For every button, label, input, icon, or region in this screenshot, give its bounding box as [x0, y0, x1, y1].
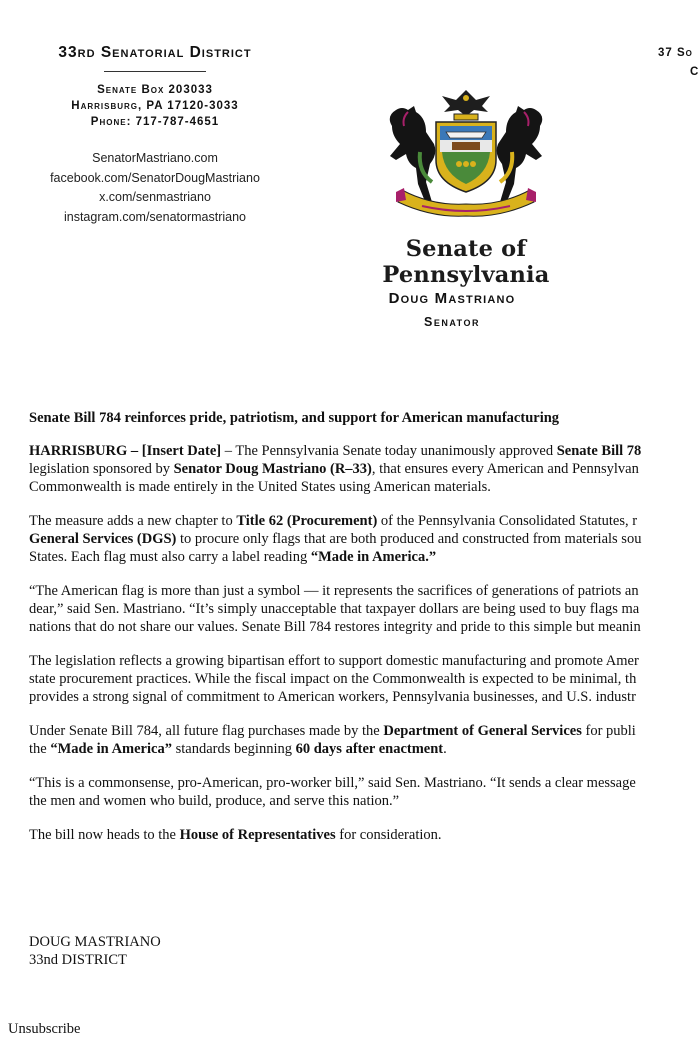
paragraph-announcement: HARRISBURG – [Insert Date] – The Pennsylvania Senate today unanimously approved Senate Bill 78 legislation sponsored by Senator Doug Mastriano (R–33), that ensures every American and Pennsylvan Commonwealth is made entirely in the United States using American materials.: [29, 443, 642, 495]
paragraph-measure: The measure adds a new chapter to Title 62 (Procurement) of the Pennsylvania Consolidated Statutes, r General Services (DGS) to procure only flags that are both produced and constructed from materials sou States. Each flag must also carry a label reading “Made in America.”: [29, 513, 642, 565]
website-link[interactable]: SenatorMastriano.com: [92, 151, 218, 165]
signature-name: DOUG MASTRIANO: [29, 934, 161, 950]
facebook-link[interactable]: facebook.com/SenatorDougMastriano: [50, 170, 260, 185]
unsubscribe-link[interactable]: Unsubscribe: [8, 1021, 81, 1037]
district-office-line: 37 So: [658, 47, 693, 59]
instagram-link[interactable]: instagram.com/senatormastriano: [63, 209, 247, 224]
social-links: [0, 149, 310, 227]
letterhead-contact: [0, 44, 310, 227]
district-office-line: C: [690, 66, 700, 78]
divider: [104, 71, 206, 72]
senate-box: Senate Box 203033: [97, 84, 213, 96]
senate-name: Senate of Pennsylvania: [382, 236, 550, 288]
district-title: 33rd Senatorial District: [58, 44, 252, 61]
press-release-body: [29, 409, 700, 860]
phone-number: Phone: 717-787-4651: [90, 116, 220, 128]
paragraph-purchases: Under Senate Bill 784, all future flag purchases made by the Department of General Services for publi the “Made in America” standards beginning 60 days after enactment.: [29, 723, 636, 757]
letterhead-district-office: [658, 44, 700, 82]
paragraph-commonsense-quote: “This is a commonsense, pro-American, pro-worker bill,” said Sen. Mastriano. “It sends a clear message the men and women who build, produce, and serve this nation.”: [29, 775, 636, 809]
signature-block: [29, 933, 161, 969]
headline: Senate Bill 784 reinforces pride, patriotism, and support for American manufacturing: [29, 410, 560, 426]
paragraph-next-steps: The bill now heads to the House of Representatives for consideration.: [29, 827, 442, 843]
signature-district: 33nd DISTRICT: [29, 952, 127, 968]
paragraph-quote: “The American flag is more than just a symbol — it represents the sacrifices of generations of patriots an dear,” said Sen. Mastriano. “It’s simply unacceptable that taxpayer dollars are being used to buy flags ma nations that do not share our values. Senate Bill 784 restores integrity and pride to this simple but meanin: [29, 583, 641, 635]
senator-name: Doug Mastriano: [388, 290, 516, 307]
x-link[interactable]: x.com/senmastriano: [99, 190, 211, 204]
city-address: Harrisburg, PA 17120-3033: [71, 100, 239, 112]
senator-title: Senator: [423, 315, 480, 329]
paragraph-bipartisan: The legislation reflects a growing bipartisan effort to support domestic manufacturing and promote Amer state procurement practices. While the fiscal impact on the Commonwealth is expected to be minimal, th provides a strong signal of commitment to American workers, Pennsylvania businesses, and U.S. industr: [29, 653, 639, 705]
pennsylvania-coat-of-arms-icon: [362, 86, 570, 222]
